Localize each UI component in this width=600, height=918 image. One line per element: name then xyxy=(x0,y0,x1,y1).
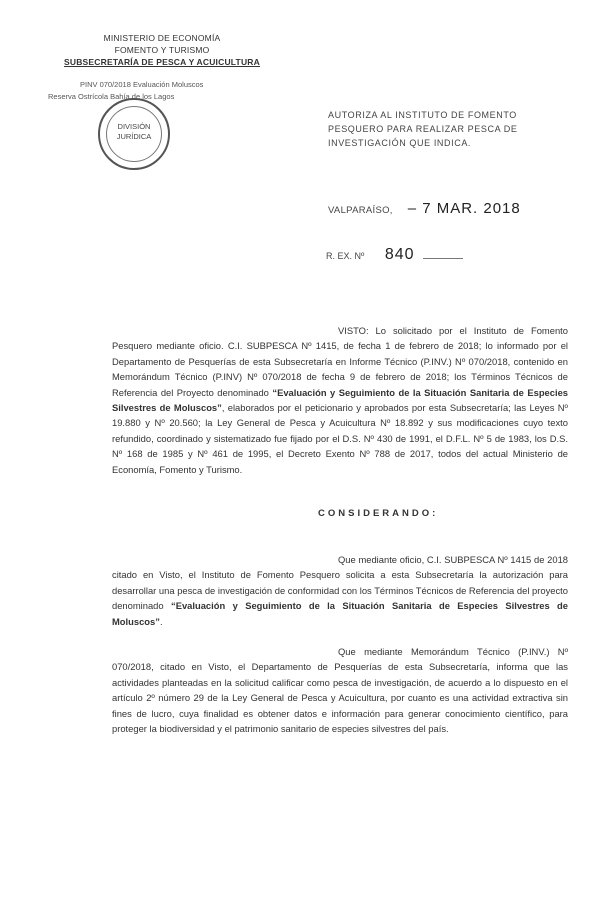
ministry-name: MINISTERIO DE ECONOMÍA xyxy=(103,33,221,43)
visto-paragraph xyxy=(112,323,568,477)
considerando-paragraph-2 xyxy=(112,644,568,736)
visto-lead: VISTO: xyxy=(338,325,369,336)
visto-text-b: , elaborados por el peticionario y aprobados por esta Subsecretaría; las Leyes Nº 19.880 y Nº 20.560; la Ley General de Pesca y Acuicultura Nº 18.892 y sus modificaciones cuyo texto refundido, coordinado y sistematizado fue fijado por el D.S. Nº 430 de 1991, el D.F.L. Nº 5 de 1983, los D.S. Nº 168 de 1985 y Nº 461 de 1995, el Decreto Exento Nº 788 de 2017, todos del actual Ministerio de Economía, Fomento y Turismo. xyxy=(112,402,568,475)
stamp-line-1: DIVISIÓN xyxy=(117,122,151,131)
resolution-number: 840 xyxy=(384,246,415,263)
date-stamp: – 7 MAR. 2018 xyxy=(407,200,521,217)
considerando-2-text: Que mediante Memorándum Técnico (P.INV.) Nº 070/2018, citado en Visto, el Departamento de Pesquerías de esta Subsecretaría, informa que las actividades planteadas en la solicitud calificar como pesca de investigación, de acuerdo a lo dispuesto en el artículo 2º número 29 de la Ley General de Pesca y Acuicultura, por cuanto es una actividad extractiva sin fines de lucro, cuya finalidad es obtener datos e información para generar conocimiento científico, para proteger la biodiversidad y el patrimonio sanitario de especies silvestres del país. xyxy=(112,646,568,735)
visto-text-a: Lo solicitado por el Instituto de Fomento Pesquero mediante oficio. C.I. SUBPESCA Nº 1415, de fecha 1 de febrero de 2018; lo informado por el Departamento de Pesquerías de esta Subsecretaría en Informe Técnico (P.INV.) Nº 070/2018, contenido en Memorándum Técnico (P.INV) Nº 070/2018 de fecha 9 de febrero de 2018; los Términos Técnicos de Referencia del Proyecto denominado xyxy=(112,325,568,398)
reference-line-1: PINV 070/2018 Evaluación Moluscos xyxy=(80,80,204,89)
letterhead xyxy=(62,32,262,68)
reference-line-2: Reserva Ostrícola Bahía de los Lagos xyxy=(48,92,175,101)
resolution-label: R. EX. Nº xyxy=(326,251,365,261)
legal-division-stamp xyxy=(98,98,170,170)
city: VALPARAÍSO, xyxy=(328,205,393,216)
considerando-heading: CONSIDERANDO: xyxy=(318,508,439,519)
resolution-number-line xyxy=(326,246,463,264)
visto-project-name: “Evaluación y Seguimiento de la Situación Sanitaria de Especies Silvestres de Moluscos” xyxy=(112,386,569,414)
ministry-name-2: FOMENTO Y TURISMO xyxy=(114,45,210,55)
considerando-1-text-b: . xyxy=(159,615,163,627)
stamp-line-2: JURÍDICA xyxy=(116,132,152,141)
undersecretary-name: SUBSECRETARÍA DE PESCA Y ACUICULTURA xyxy=(64,57,260,67)
dateline xyxy=(328,200,521,217)
considerando-1-text-a: Que mediante oficio, C.I. SUBPESCA Nº 1415 de 2018 citado en Visto, el Instituto de Fomento Pesquero solicita a esta Subsecretaría la autorización para desarrollar una pesca de investigación de conformidad con los Términos Técnicos de Referencia del proyecto denominado xyxy=(112,554,568,612)
considerando-paragraph-1 xyxy=(112,552,568,629)
considerando-1-project-name: “Evaluación y Seguimiento de la Situación Sanitaria de Especies Silvestres de Moluscos” xyxy=(112,600,568,627)
resolution-underline xyxy=(423,258,463,259)
stamp-text xyxy=(100,122,168,142)
document-subject: AUTORIZA AL INSTITUTO DE FOMENTO PESQUERO PARA REALIZAR PESCA DE INVESTIGACIÓN QUE INDICA. xyxy=(328,110,518,148)
